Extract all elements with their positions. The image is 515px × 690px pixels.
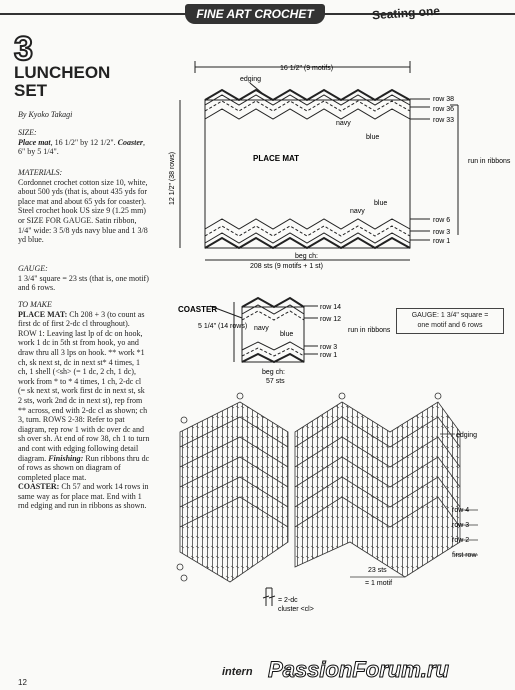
placemat-beg-ch-sts: 208 sts (9 motifs + 1 st) [250, 263, 323, 270]
coaster-row-12: row 12 [320, 316, 342, 323]
detail-motif-label: = 1 motif [365, 580, 393, 587]
gauge-box-line1: GAUGE: 1 3/4" square = [411, 312, 489, 319]
legend-line1: = 2-dc [278, 597, 298, 604]
placemat-row-38: row 38 [433, 96, 455, 103]
placemat-blue-bottom-label: blue [374, 200, 388, 207]
placemat-row-3: row 3 [433, 229, 451, 236]
detail-edging-label: edging [456, 432, 478, 439]
coaster-blue-label: blue [280, 331, 294, 338]
byline: By Kyoko Takagi [18, 110, 73, 119]
placemat-width-label: 16 1/2" (9 motifs) [280, 65, 334, 72]
coaster-row-1: row 1 [320, 352, 338, 359]
pattern-number: 3 [14, 30, 33, 68]
brand-logo: intern [222, 666, 253, 678]
detail-row-3: row 3 [452, 522, 470, 529]
coaster-top-edging [242, 298, 304, 307]
size-section [18, 128, 150, 157]
detail-row-4: row 4 [452, 507, 470, 514]
placemat-top-edging [205, 90, 410, 100]
section-label: Seating one [371, 3, 441, 23]
placemat-blue-top-label: blue [366, 134, 380, 141]
coaster-beg-ch-sts: 57 sts [266, 378, 285, 385]
placemat-navy-bottom-label: navy [350, 208, 365, 215]
page-number: 12 [18, 678, 27, 687]
placemat-row-36: row 36 [433, 106, 455, 113]
size-heading: SIZE: [18, 128, 37, 137]
legend-line2: cluster <cl> [278, 606, 314, 613]
materials-section [18, 168, 150, 245]
placemat-height-label: 12 1/2" (38 rows) [169, 151, 176, 205]
placemat-ribbon-row-33 [205, 109, 410, 119]
detail-motif-sts: 23 sts [368, 567, 387, 574]
detail-row-2: row 2 [452, 537, 470, 544]
coaster-run-in-label: run in ribbons [348, 327, 390, 334]
stitch-detail-diagram [170, 392, 505, 622]
instructions-section [18, 300, 150, 511]
coaster-instructions: COASTER: Ch 57 and work 14 rows in same way as for place mat. End with 1 rnd edging and run in ribbons as shown. [18, 482, 149, 511]
gauge-box-line2: one motif and 6 rows [417, 322, 483, 329]
coaster-height-label: 5 1/4" (14 rows) [198, 323, 248, 330]
gauge-box [396, 308, 504, 334]
cluster-symbol-icon [263, 588, 275, 606]
placemat-instructions: PLACE MAT: Ch 208 + 3 (to count as first dc of first 2-dc cl throughout). ROW 1: Leaving last lp of dc on hook, work 1 dc in 5th st from hook, yo and draw thru all 3 lps on hook. ** work *1 ch, sk next st, dc in next st* 4 times, 1 ch, 1 shell (<sh> (= 1 dc, 2 ch, 1 dc), work from * to * 4 times, 1 ch, 2-dc cl (= sk next st, work first dc in next st, sk 2 sts, work 2nd dc in next st), rep from ** across, end with 2-dc cl as shown; ch 3, turn. ROWS 2-38: Refer to pat diagram, rep row 1 with dc over dc and sh over sh. At end of row 38, ch 1 to turn and cont with edging following detail diagram. Finishing: Run ribbons thru dc of rows as shown on diagram of completed place mat. [18, 309, 150, 482]
coaster-row-14: row 14 [320, 304, 342, 311]
detail-right-motif [295, 402, 460, 577]
placemat-diagram [160, 55, 515, 280]
pattern-title: LUNCHEON SET [14, 63, 111, 100]
placemat-navy-top-label: navy [336, 120, 351, 127]
make-heading: TO MAKE [18, 300, 52, 309]
gauge-text: 1 3/4" square = 23 sts (that is, one motif) and 6 rows. [18, 273, 149, 293]
materials-heading: MATERIALS: [18, 168, 63, 177]
gauge-section [18, 264, 150, 293]
detail-left-motif [180, 402, 288, 582]
detail-first-row: first row [452, 552, 477, 559]
gauge-heading: GAUGE: [18, 264, 48, 273]
placemat-beg-ch-label: beg ch: [295, 253, 318, 260]
placemat-run-in-label: run in ribbons [468, 158, 511, 165]
coaster-navy-label: navy [254, 325, 269, 332]
placemat-ribbon-row-6 [205, 219, 410, 229]
placemat-center-label: PLACE MAT [253, 154, 300, 163]
coaster-label: COASTER [178, 305, 218, 314]
coaster-diagram [170, 292, 390, 387]
coaster-row-3: row 3 [320, 344, 338, 351]
placemat-outline [205, 100, 410, 248]
size-text: Place mat, 16 1/2" by 12 1/2". Coaster, 6" by 5 1/4". [18, 137, 145, 157]
placemat-edging-label: edging [240, 76, 262, 83]
header-tab: FINE ART CROCHET [185, 4, 325, 24]
materials-text: Cordonnet crochet cotton size 10, white, about 500 yds (that is, about 435 yds for place mat and about 65 yds for coaster). Steel crochet hook US size 9 (1.25 mm) or SIZE FOR GAUGE. Satin ribbon, 1/4" wide: 3 5/8 yds navy blue and 1 3/8 yd blue. [18, 177, 148, 245]
placemat-row-33: row 33 [433, 117, 455, 124]
coaster-beg-ch-label: beg ch: [262, 369, 285, 376]
watermark: PassionForum.ru [268, 657, 449, 682]
placemat-row-6: row 6 [433, 217, 451, 224]
coaster-bottom-edging [242, 354, 304, 362]
placemat-row-1: row 1 [433, 238, 451, 245]
